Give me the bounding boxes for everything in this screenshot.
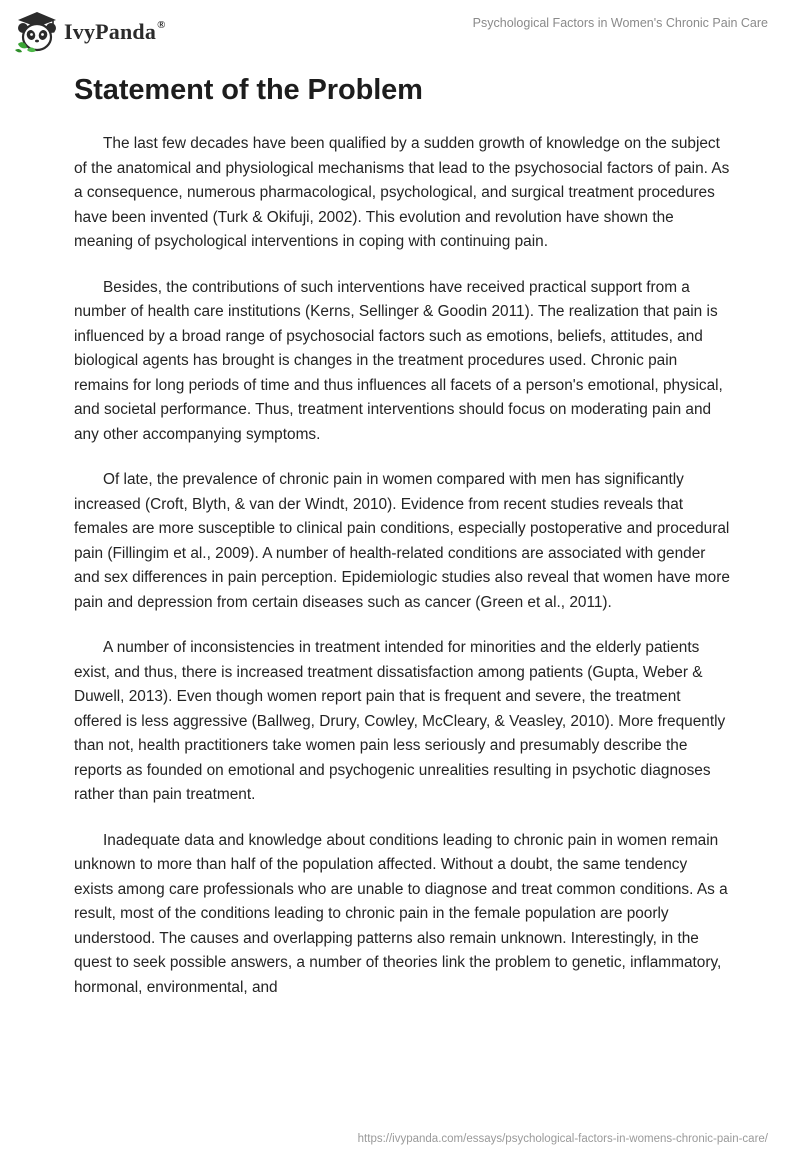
paragraph: A number of inconsistencies in treatment intended for minorities and the elderly patients exist, and thus, there is increased treatment dissatisfaction among patients (Gupta, Weber & Duwell, 2013). Even though women report pain that is frequent and severe, the treatment offered is less aggressive (Ballweg, Drury, Cowley, McCleary, & Veasley, 2010). More frequently than not, health practitioners take women pain less seriously and presumably describe the reports as founded on emotional and psychogenic unrealities resulting in psychotic diagnoses rather than pain treatment.: [74, 639, 726, 803]
document-title: Psychological Factors in Women's Chronic Pain Care: [472, 16, 768, 30]
ivypanda-logo[interactable]: [14, 10, 166, 54]
registered-mark: ®: [157, 19, 166, 31]
page-header: [0, 0, 800, 70]
brand-name: [64, 19, 166, 45]
paragraph: Besides, the contributions of such interventions have received practical support from a number of health care institutions (Kerns, Sellinger & Goodin 2011). The realization that pain is influenced by a broad range of psychosocial factors such as emotions, beliefs, attitudes, and biological agents has brought is changes in the treatment procedures used. Chronic pain remains for long periods of time and thus influences all facets of a person's emotional, physical, and societal performance. Thus, treatment interventions should focus on moderating pain and any other accompanying symptoms.: [74, 278, 723, 443]
article-body: [74, 132, 730, 1021]
paragraph: Inadequate data and knowledge about conditions leading to chronic pain in women remain unknown to more than half of the population affected. Without a doubt, the same tendency exists among care professionals who are unable to diagnose and treat common conditions. As a result, most of the conditions leading to chronic pain in the female population are poorly understood. The causes and overlapping patterns also remain unknown. Interestingly, in the quest to seek possible answers, a number of theories link the problem to genetic, inflammatory, hormonal, environmental, and: [74, 831, 728, 996]
paragraph: Of late, the prevalence of chronic pain in women compared with men has significantly increased (Croft, Blyth, & van der Windt, 2010). Evidence from recent studies reveals that females are more susceptible to clinical pain conditions, especially postoperative and procedural pain (Fillingim et al., 2009). A number of health-related conditions are associated with gender and sex differences in pain perception. Epidemiologic studies also reveal that women have more pain and depression from certain diseases such as cancer (Green et al., 2011).: [74, 471, 730, 611]
paragraph: The last few decades have been qualified by a sudden growth of knowledge on the subject of the anatomical and physiological mechanisms that lead to the psychosocial factors of pain. As a consequence, numerous pharmacological, psychological, and surgical treatment procedures have been invented (Turk & Okifuji, 2002). This evolution and revolution have shown the meaning of psychological interventions in coping with continuing pain.: [74, 135, 730, 250]
brand-label: IvyPanda: [64, 19, 157, 44]
panda-mascot-icon: [14, 10, 60, 54]
source-url[interactable]: https://ivypanda.com/essays/psychological-factors-in-womens-chronic-pain-care/: [357, 1133, 768, 1145]
section-heading: Statement of the Problem: [74, 74, 423, 106]
